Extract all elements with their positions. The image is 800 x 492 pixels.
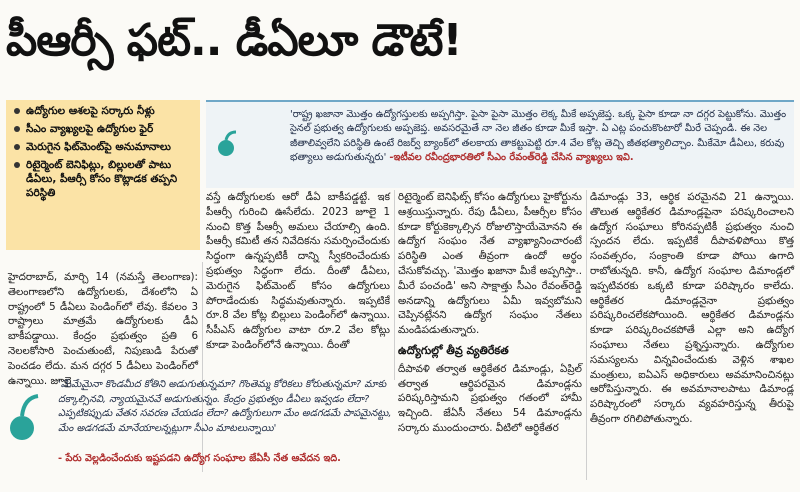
article-column-3 [398, 190, 582, 436]
article-column-2: వస్తే ఉద్యోగులకు ఆరో డీఏ బాకీపడ్డట్టే. ఇక పీఆర్సీ గురించి ఊసేలేదు. 2023 జూలై 1 నుంచి కొత్త పీఆర్సీ అమలు చేయాల్సి ఉంది. పీఆర్సీ కమిటీ తన నివేదికను సమర్పించేందుకు సిద్ధంగా ఉన్నప్పటికీ దాన్ని స్వీకరించేందుకు ప్రభుత్వం సిద్ధంగా లేదు. దీంతో డీఏలు, మెరుగైన ఫిట్‌మెంట్ కోసం ఉద్యోగులు పోరాడేందుకు సిద్ధమవుతున్నారు. ఇప్పటికే రూ.8 వేల కోట్ల బిల్లులు పెండింగ్‌లో ఉన్నాయి. సీపీఎస్ ఉద్యోగుల వాటా రూ.2 వేల కోట్లు కూడా పెండింగ్‌లోనే ఉన్నాయి. దీంతో [206, 191, 390, 351]
column-divider [586, 190, 587, 480]
quote-mark-icon [214, 130, 244, 160]
headline: పీఆర్సీ ఫట్.. డీఏలూ డౌటే! [6, 15, 462, 66]
article-column-4: డిమాండ్లు 33, ఆర్థిక పరమైనవి 21 ఉన్నాయి. తొలుత ఆర్థికేతర డిమాండ్లపైనా పరిష్కరించాలని ఉద్యోగ సంఘాలు కోరినప్పటికీ ప్రభుత్వం నుంచి స్పందన లేదు. ఇప్పటికే దీపావళిపోయి కొత్త సంవత్సరం, సంక్రాంతి కూడా పోయి ఉగాది రాబోతున్నది. కానీ, ఉద్యోగ సంఘాల డిమాండ్లలో ఇప్పటివరకు ఒక్కటి కూడా పరిష్కారం కాలేదు. ఆర్థికేతర డిమాండ్లనైనా ప్రభుత్వం పరిష్కరించలేకపోయింది. ఆర్థికేతర డిమాండ్లను కూడా పరిష్కరించకపోతే ఎల్లా అని ఉద్యోగ సంఘాలు నేతలు ప్రశ్నిస్తున్నారు. ఉద్యోగుల సమస్యలను విన్నవించేందుకు వెళ్లిన శాఖల మంత్రులు, ఐఏఎస్ అధికారులు అవమానించినట్లు ఆరోపిస్తున్నారు. ఈ అవమానాలపాటు డిమాండ్ల పరిష్కారంలో సర్కారు వ్యవహరిస్తున్న తీరుపై తీవ్రంగా రగిలిపోతున్నారు. [590, 191, 794, 425]
cm-quote-text: 'రాష్ట్ర ఖజానా మొత్తం ఉద్యోగస్తులకు అప్పగిస్తా. పైసా పైసా మొత్తం లెక్క మీకే అప్పజెప్త. ఒక్క పైసా కూడా నా దగ్గర పెట్టుకోను. మొత్తం సైనల్ ప్రభుత్వ ఉద్యోగులకు అప్పజెప్త. అవసరమైతే నా నెల జీతం కూడా మీకే ఇస్తా. ఏ ఎట్ల పంచుకొంటారో మీరే చెప్పండి. ఈ నెల జీతాలివ్వలేని పరిస్థితి ఉంటే రిజర్వ్ బ్యాంక్‌లో తలకాయ తాకట్టుపెట్టి రూ.4 వేల కోట్ల తెచ్చి జీతభత్యాలిచ్చాం. మీకేమో డీఏలు, కరువు భత్యాలు అడుగుతున్నరు' -ఇటీవల రవీంద్రభారతిలో సీఎం రేవంత్‌రెడ్డి చేసిన వ్యాఖ్యలు ఇవి. [290, 109, 787, 164]
union-quote-text: 'మేమేమైనా కొండమీద కోతిని అడుగుతున్నమా? గొంతెమ్మ కోరికలు కోరుతున్నమా? మాకు దక్కాల్సినవి, న్యాయమైనవే అడుగుతున్నం. కేంద్రం ప్రభుత్వం డీఏలు ఇవ్వడం లేదా? ఎప్పటికప్పుడు వేతన సవరణ చేయడం లేదా? ఉద్యోగులుగా మేం అడగడమే పాపమైనట్టు, మేం అడగడమే మానేయాలన్నట్లుగా సీఎం మాటలున్నాయి' [58, 379, 392, 434]
section-subhead: ఉద్యోగుల్లో తీవ్ర వ్యతిరేకత [398, 343, 509, 357]
highlight-item: రిటైర్మెంట్ బెనిఫిట్లు, బిల్లులతో పాటు డీఏలు, పీఆర్సీ కోసం కొట్లాడక తప్పని పరిస్థితి [12, 158, 194, 200]
bullet-icon [14, 144, 20, 150]
highlight-item: ఉద్యోగుల ఆశలపై సర్కారు నీళ్లు [12, 104, 194, 118]
highlights-box [6, 100, 200, 250]
column-divider [394, 190, 395, 380]
article-column-1: హైదరాబాద్, మార్చి 14 (నమస్తే తెలంగాణ): తెలంగాణలోని ఉద్యోగులకు, దేశంలోని ఏ రాష్ట్రంలో 5 డీఏలు పెండింగ్‌లో లేవు. కేవలం 3 రాష్ట్రాలు మాత్రమే ఉద్యోగులకు డీఏ బాకీపడ్డాయి. కేంద్రం ప్రభుత్వం ప్రతి 6 నెలలకోసారి పెంచుతుంటే, నిపుణుడి పేరుతో పెంచడం లేదు. మన దగ్గర 5 డీఏలు పెండింగ్‌లో ఉన్నాయి. జూలై [8, 271, 198, 387]
union-quote-attribution: - పేరు వెల్లడించేందుకు ఇష్టపడని ఉద్యోగ సంఘాల జేఏసీ నేత ఆవేదన ఇది. [58, 453, 341, 464]
article-column-3-text-b: దీపావళి తర్వాత ఆర్థికేతర డిమాండ్లు, ఏప్రిల్ తర్వాత ఆర్థిపరమైన డిమాండ్లను పరిష్కరిస్తామని ప్రభుత్వం గతంలో హామీ ఇచ్చింది. జేఏసీ నేతలు 54 డిమాండ్లను సర్కారు ముందుంచారు. వీటిలో ఆర్థికేతర [398, 362, 582, 434]
highlight-item: సీఎం వ్యాఖ్యలపై ఉద్యోగుల ఫైర్ [12, 122, 194, 136]
cm-quote-attribution: -ఇటీవల రవీంద్రభారతిలో సీఎం రేవంత్‌రెడ్డి చేసిన వ్యాఖ్యలు ఇవి. [389, 152, 634, 164]
bullet-icon [14, 108, 20, 114]
bullet-icon [14, 162, 20, 168]
article-column-3-text: రిటైర్మెంట్ బెనిఫిట్స్ కోసం ఉద్యోగులు హైకోర్టును ఆశ్రయిస్తున్నారు. రేపు డీఏలు, పీఆర్సీల కోసం కూడా కోర్టుకెక్కాల్సిన రోజులొస్తాయేమోనని ఈ ఉద్యోగ సంఘం నేత వ్యాఖ్యానించారంటే పరిస్థితి ఎంత తీవ్రంగా ఉందో అర్థం చేసుకోవచ్చు. 'మొత్తం ఖజానా మీకే అప్పగిస్తా.. మీరే పంచండి' అని సాక్షాత్తు సీఎం రేవంత్‌రెడ్డి అనడాన్ని ఉద్యోగులు ఏమీ ఇవ్వబోమని చెప్పినట్లేనని ఉద్యోగ సంఘం నేతలు మండిపడుతున్నారు. [398, 191, 582, 337]
bullet-icon [14, 126, 20, 132]
highlight-item: మెరుగైన ఫిట్‌మెంట్‌పై అనుమానాలు [12, 140, 194, 154]
quote-mark-icon [8, 392, 40, 442]
cm-quote-box [206, 100, 794, 188]
union-quote-box [8, 378, 392, 474]
